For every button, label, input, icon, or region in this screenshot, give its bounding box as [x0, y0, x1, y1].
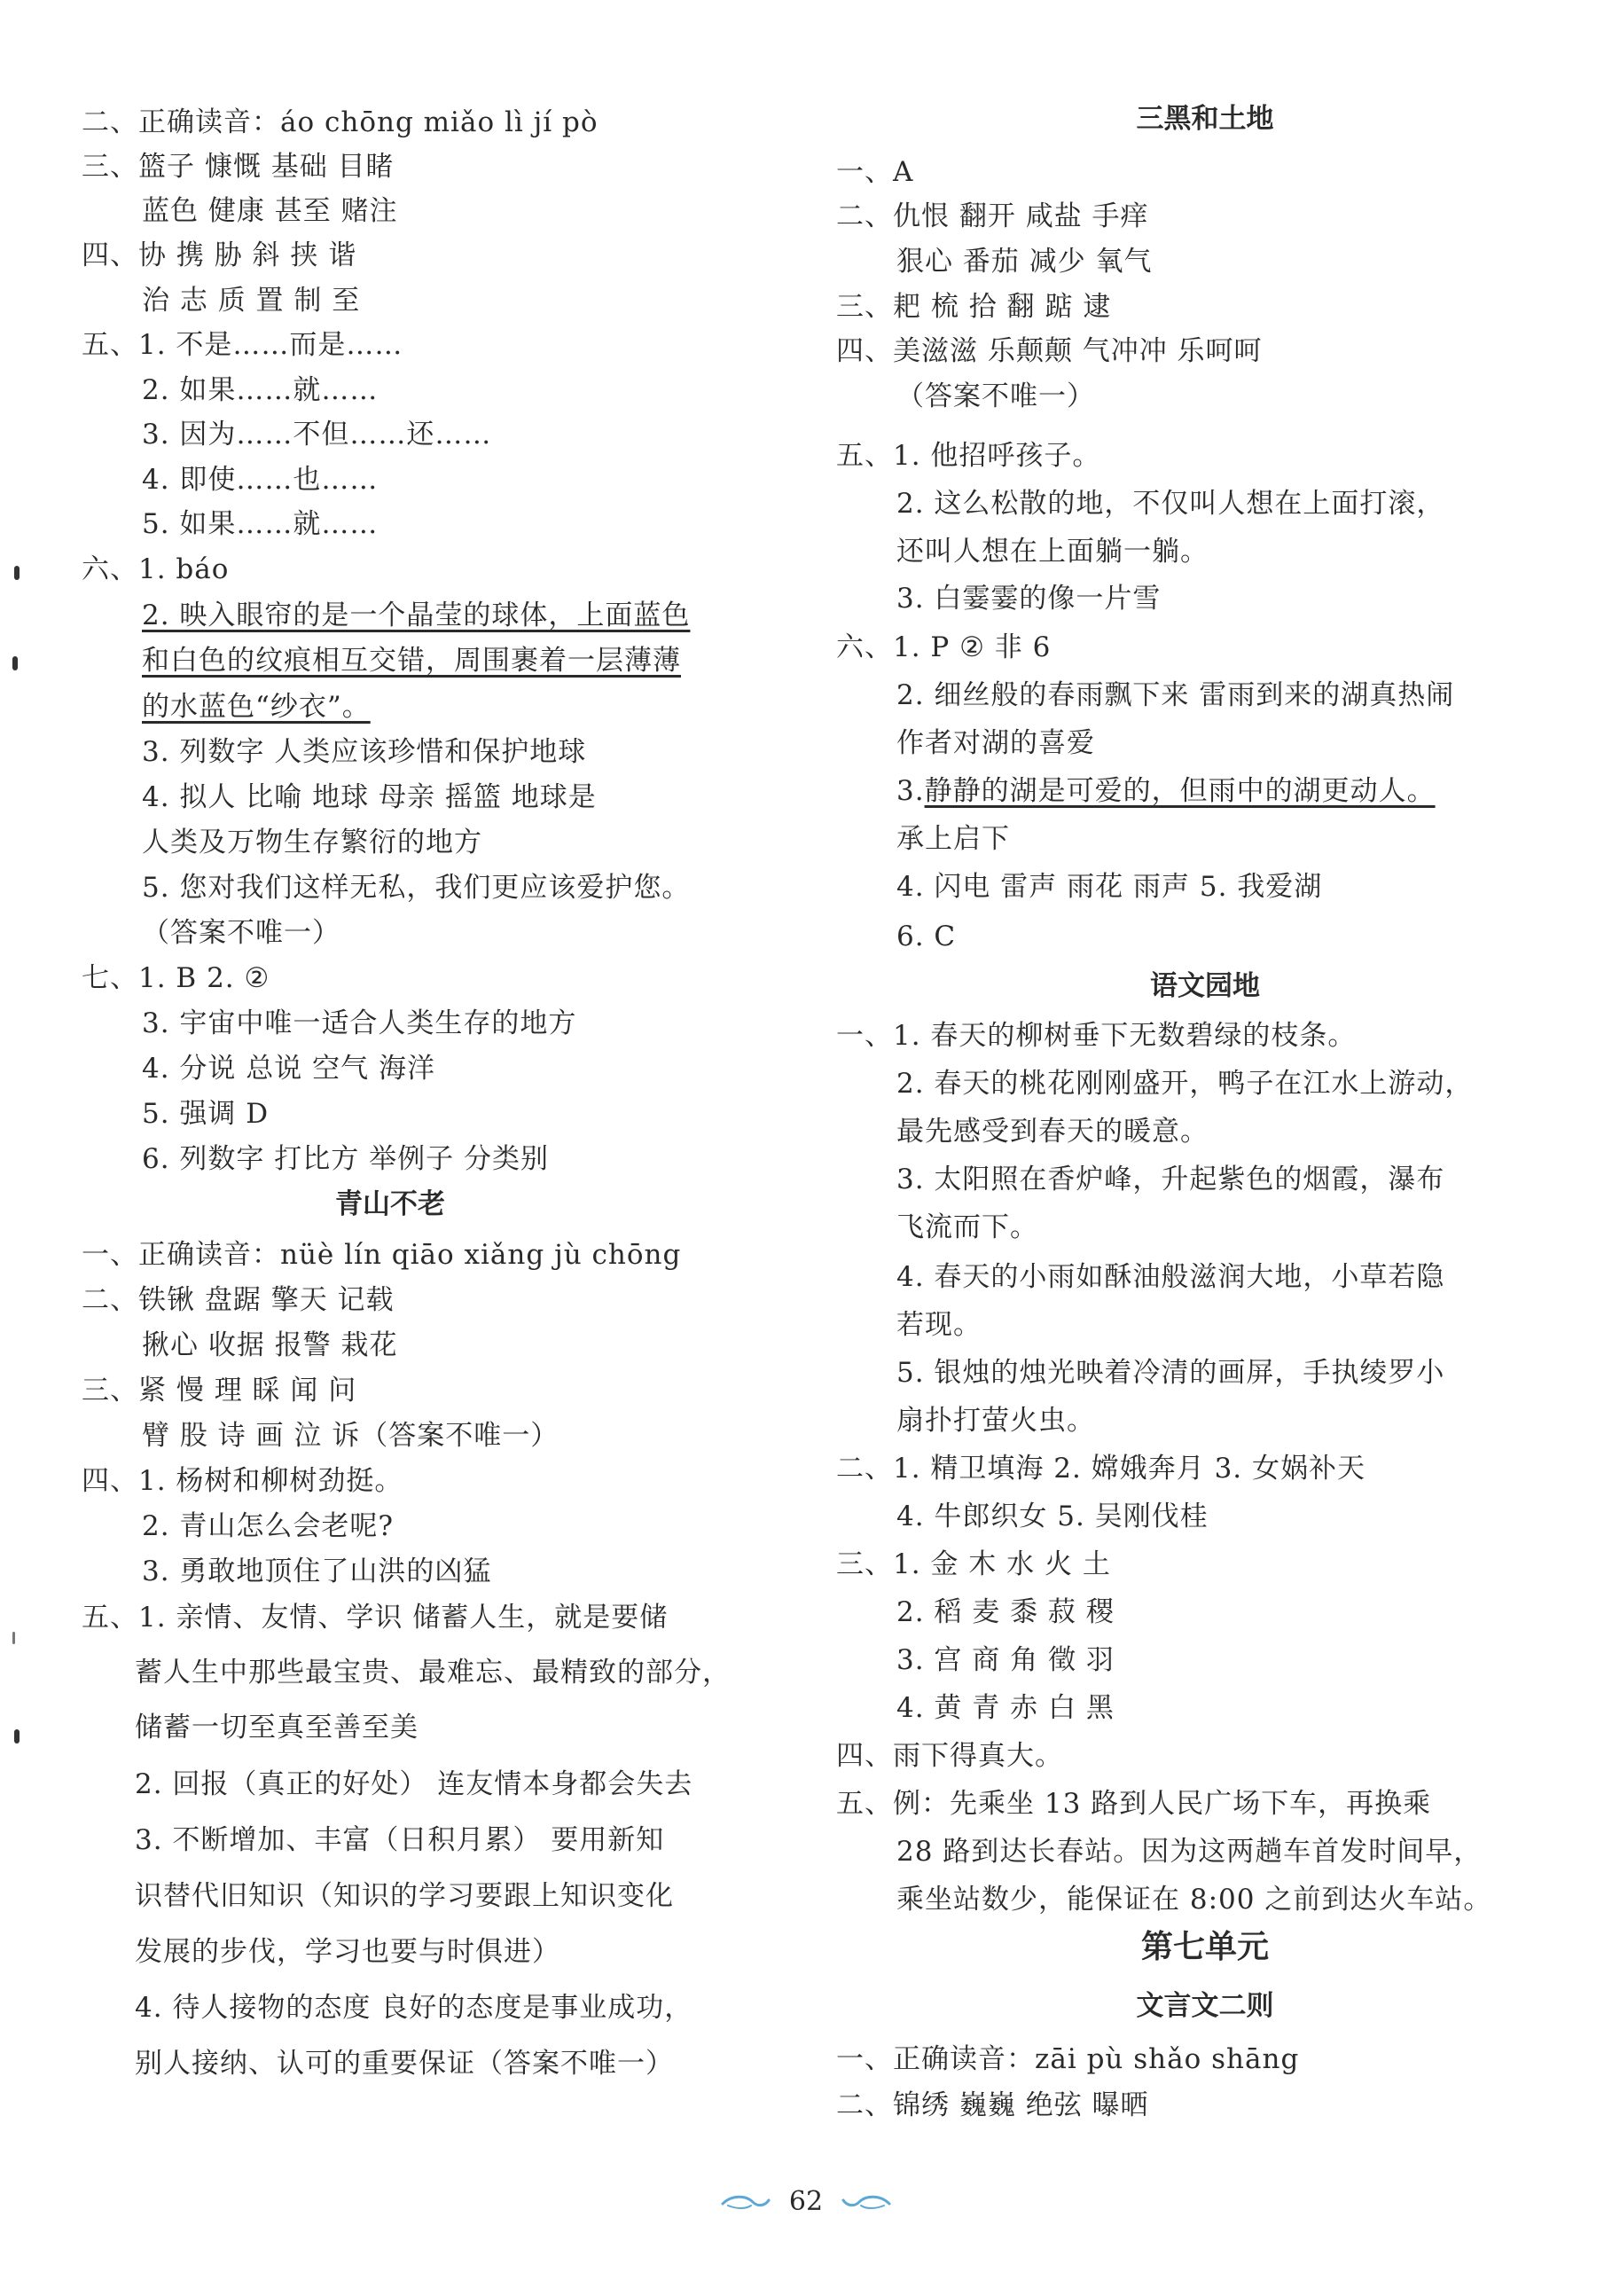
answer-line: 二、仇恨 翻开 咸盐 手痒 [836, 200, 1149, 232]
answer-line: 三、篮子 慷慨 基础 目睹 [82, 151, 395, 183]
answer-line: 承上启下 [896, 823, 1010, 855]
answer-line: 储蓄一切至真至善至美 [135, 1712, 419, 1744]
answer-line: 六、1. báo [82, 553, 230, 585]
answer-line: 五、1. 他招呼孩子。 [836, 440, 1101, 472]
answer-line: 三、紧 慢 理 睬 闻 问 [82, 1375, 357, 1407]
answer-line: 3. 宇宙中唯一适合人类生存的地方 [142, 1007, 577, 1039]
answer-line: 六、1. P ② 非 6 [836, 631, 1052, 663]
answer-line: 4. 牛郎织女 5. 吴刚伐桂 [896, 1501, 1209, 1532]
unit-heading: 第七单元 [1140, 1929, 1269, 1965]
section-heading: 文言文二则 [1136, 1990, 1274, 2022]
answer-line [896, 772, 1436, 811]
answer-line: 一、1. 春天的柳树垂下无数碧绿的枝条。 [836, 1020, 1357, 1052]
answer-line: 2. 回报（真正的好处） 连友情本身都会失去 [135, 1768, 693, 1800]
answer-line: 乘坐站数少，能保证在 8:00 之前到达火车站。 [896, 1884, 1492, 1916]
answer-line: 5. 强调 D [142, 1098, 270, 1130]
answer-line: （答案不唯一） [896, 380, 1095, 412]
answer-line: 四、1. 杨树和柳树劲挺。 [82, 1465, 403, 1497]
underlined-answer-line: 2. 映入眼帘的是一个晶莹的球体，上面蓝色 [142, 599, 691, 631]
page-number: 62 [788, 2186, 824, 2217]
answer-line: 2. 这么松散的地，不仅叫人想在上面打滚， [896, 488, 1445, 520]
answer-line: 五、1. 不是……而是…… [82, 329, 403, 361]
section-heading: 青山不老 [335, 1188, 445, 1220]
answer-line: 一、正确读音：nüè lín qiāo xiǎng jù chōng [82, 1239, 682, 1271]
section-heading: 语文园地 [1150, 970, 1260, 1002]
answer-line: 28 路到达长春站。因为这两趟车首发时间早， [896, 1836, 1483, 1868]
answer-line: 4. 即使……也…… [142, 464, 379, 496]
answer-line: 飞流而下。 [896, 1211, 1038, 1243]
answer-line: 扇扑打萤火虫。 [896, 1405, 1095, 1437]
page-footer [0, 2180, 1612, 2224]
answer-line: 二、1. 精卫填海 2. 嫦娥奔月 3. 女娲补天 [836, 1453, 1366, 1485]
answer-line: 2. 细丝般的春雨飘下来 雷雨到来的湖真热闹 [896, 679, 1455, 711]
answer-line: 揪心 收据 报警 栽花 [142, 1329, 398, 1361]
answer-line: 四、美滋滋 乐颠颠 气冲冲 乐呵呵 [836, 335, 1263, 367]
answer-line: 一、A [836, 156, 914, 188]
answer-line: 3. 勇敢地顶住了山洪的凶猛 [142, 1555, 492, 1587]
underlined-answer-line: 和白色的纹痕相互交错，周围裹着一层薄薄 [142, 645, 681, 677]
margin-mark [12, 1632, 15, 1644]
answer-line: 3. 不断增加、丰富（日积月累） 要用新知 [135, 1824, 665, 1856]
answer-line: 三、1. 金 木 水 火 土 [836, 1548, 1111, 1580]
answer-line: 最先感受到春天的暖意。 [896, 1116, 1209, 1148]
margin-mark [14, 1729, 20, 1744]
answer-line: 四、协 携 胁 斜 挟 谐 [82, 239, 357, 271]
answer-line: 3. 因为……不但……还…… [142, 419, 492, 451]
answer-line: 三、耙 梳 拾 翻 踮 逮 [836, 291, 1112, 323]
margin-mark [12, 656, 18, 670]
answer-line: 2. 青山怎么会老呢? [142, 1510, 395, 1542]
left-ornament-icon [719, 2191, 772, 2213]
answer-line: 识替代旧知识（知识的学习要跟上知识变化 [135, 1880, 674, 1912]
answer-line: 作者对湖的喜爱 [896, 727, 1095, 759]
answer-line: 4. 黄 青 赤 白 黑 [896, 1692, 1115, 1724]
answer-line: 5. 如果……就…… [142, 508, 379, 540]
answer-line: （答案不唯一） [142, 917, 340, 949]
answer-line: 四、雨下得真大。 [836, 1740, 1063, 1772]
answer-line: 3. 宫 商 角 徵 羽 [896, 1644, 1115, 1676]
answer-line: 6. 列数字 打比方 举例子 分类别 [142, 1143, 549, 1175]
answer-line: 3. 列数字 人类应该珍惜和保护地球 [142, 736, 587, 768]
answer-line: 二、正确读音：áo chōng miǎo lì jí pò [82, 106, 599, 138]
answer-line: 5. 您对我们这样无私，我们更应该爱护您。 [142, 872, 691, 904]
underlined-answer: 静静的湖是可爱的，但雨中的湖更动人。 [924, 775, 1436, 807]
answer-line: 4. 分说 总说 空气 海洋 [142, 1053, 435, 1085]
margin-mark [14, 566, 20, 580]
answer-line: 2. 春天的桃花刚刚盛开，鸭子在江水上游动， [896, 1068, 1474, 1100]
item-number: 3. [896, 775, 925, 807]
answer-line: 3. 白霎霎的像一片雪 [896, 583, 1162, 615]
answer-line: 4. 闪电 雷声 雨花 雨声 5. 我爱湖 [896, 871, 1323, 903]
answer-line: 二、铁锹 盘踞 擎天 记载 [82, 1284, 395, 1316]
answer-line: 若现。 [896, 1309, 982, 1341]
answer-line: 蓝色 健康 甚至 赌注 [142, 195, 398, 227]
answer-line: 2. 稻 麦 黍 菽 稷 [896, 1596, 1115, 1628]
right-ornament-icon [840, 2191, 893, 2213]
answer-line: 人类及万物生存繁衍的地方 [142, 827, 482, 858]
answer-line: 6. C [896, 921, 957, 952]
answer-line: 4. 待人接物的态度 良好的态度是事业成功， [135, 1992, 693, 2024]
answer-line: 5. 银烛的烛光映着冷清的画屏，手执绫罗小 [896, 1357, 1445, 1389]
answer-line: 臂 股 诗 画 泣 诉（答案不唯一） [142, 1420, 560, 1452]
answer-line: 五、1. 亲情、友情、学识 储蓄人生，就是要储 [82, 1602, 669, 1634]
answer-line: 七、1. B 2. ② [82, 962, 270, 994]
answer-line: 4. 拟人 比喻 地球 母亲 摇篮 地球是 [142, 781, 597, 813]
answer-line: 2. 如果……就…… [142, 374, 379, 406]
answer-line: 治 志 质 置 制 至 [142, 285, 361, 317]
answer-line: 蓄人生中那些最宝贵、最难忘、最精致的部分， [135, 1657, 731, 1689]
answer-line: 还叫人想在上面躺一躺。 [896, 536, 1209, 568]
answer-line: 3. 太阳照在香炉峰，升起紫色的烟霞，瀑布 [896, 1164, 1445, 1195]
answer-line: 狠心 番茄 减少 氧气 [896, 246, 1153, 278]
answer-line: 二、锦绣 巍巍 绝弦 曝晒 [836, 2089, 1149, 2121]
answer-line: 别人接纳、认可的重要保证（答案不唯一） [135, 2048, 674, 2080]
underlined-answer-line: 的水蓝色“纱衣”。 [142, 691, 371, 723]
answer-line: 发展的步伐，学习也要与时俱进） [135, 1936, 560, 1968]
answer-line: 4. 春天的小雨如酥油般滋润大地，小草若隐 [896, 1261, 1445, 1293]
answer-line: 五、例：先乘坐 13 路到人民广场下车，再换乘 [836, 1788, 1432, 1820]
section-heading: 三黑和土地 [1136, 103, 1274, 135]
answer-line: 一、正确读音：zāi pù shǎo shāng [836, 2043, 1300, 2075]
